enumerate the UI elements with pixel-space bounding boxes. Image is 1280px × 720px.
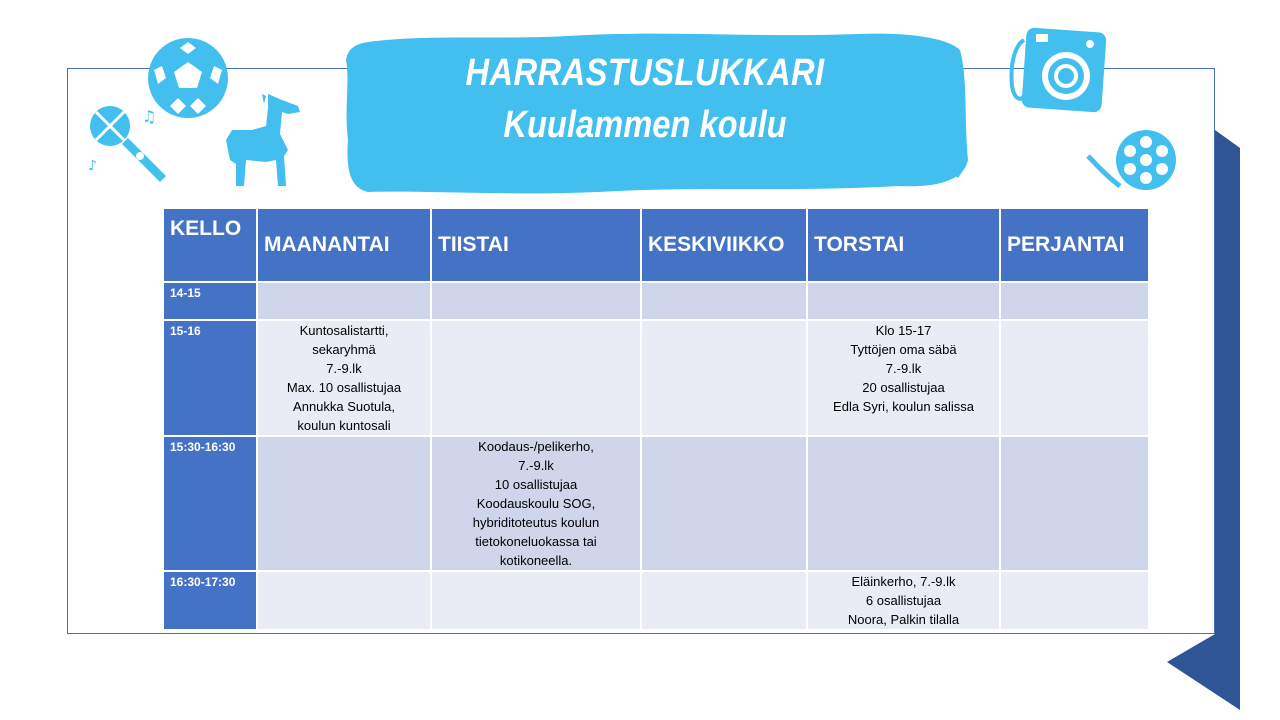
cell-line: Kuntosalistartti,: [299, 323, 389, 338]
table-cell: [257, 282, 431, 320]
table-cell: [431, 320, 641, 436]
header-maanantai: MAANANTAI: [257, 208, 431, 282]
header-torstai: TORSTAI: [807, 208, 1000, 282]
page-subtitle: Kuulammen koulu: [503, 104, 787, 146]
title-block: [345, 50, 945, 148]
table-cell: [257, 571, 431, 630]
activity-tyttojen-saba: [807, 320, 1000, 436]
cell-line: hybriditoteutus koulun: [472, 515, 600, 530]
cell-line: 20 osallistujaa: [862, 380, 945, 395]
table-cell: [641, 571, 807, 630]
film-reel-icon: [1086, 126, 1180, 198]
camera-icon: [1006, 26, 1106, 116]
time-cell: 15-16: [163, 320, 257, 436]
table-cell: [1000, 320, 1149, 436]
cell-line: 7.-9.lk: [326, 361, 362, 376]
activity-koodauskerho: [431, 436, 641, 571]
cell-line: kotikoneella.: [499, 553, 573, 568]
cell-line: 7.-9.lk: [885, 361, 922, 376]
header-perjantai: PERJANTAI: [1000, 208, 1149, 282]
cell-line: 10 osallistujaa: [494, 477, 578, 492]
activity-elainkerho: [807, 571, 1000, 630]
table-cell: [1000, 571, 1149, 630]
cell-line: Koodaus-/pelikerho,: [478, 439, 594, 454]
table-header-row: [163, 208, 1149, 282]
cell-line: Tyttöjen oma säbä: [850, 342, 957, 357]
table-cell: [257, 436, 431, 571]
time-cell: 16:30-17:30: [163, 571, 257, 630]
cell-line: Max. 10 osallistujaa: [286, 380, 402, 395]
table-cell: [807, 282, 1000, 320]
cell-line: Eläinkerho, 7.-9.lk: [851, 574, 956, 589]
table-cell: [641, 436, 807, 571]
svg-text:♫: ♫: [142, 107, 157, 126]
table-cell: [431, 282, 641, 320]
table-cell: [641, 282, 807, 320]
table-row: [163, 282, 1149, 320]
header-tiistai: TIISTAI: [431, 208, 641, 282]
schedule-table: [162, 207, 1150, 631]
table-cell: [1000, 436, 1149, 571]
time-cell: 14-15: [163, 282, 257, 320]
svg-text:♪: ♪: [88, 158, 97, 174]
time-cell: 15:30-16:30: [163, 436, 257, 571]
table-cell: [431, 571, 641, 630]
cell-line: Koodauskoulu SOG,: [476, 496, 596, 511]
table-row: [163, 571, 1149, 630]
table-row: [163, 320, 1149, 436]
table-row: [163, 436, 1149, 571]
cell-line: koulun kuntosali: [297, 418, 391, 433]
table-cell: [641, 320, 807, 436]
cell-line: 7.-9.lk: [518, 458, 554, 473]
cell-line: tietokoneluokassa tai: [475, 534, 597, 549]
cell-line: Klo 15-17: [875, 323, 932, 338]
microphone-icon: [84, 100, 174, 190]
header-kello: KELLO: [163, 208, 257, 282]
cell-line: 6 osallistujaa: [865, 593, 942, 608]
cell-line: Edla Syri, koulun salissa: [833, 399, 974, 414]
cell-line: sekaryhmä: [312, 342, 376, 357]
cell-line: Noora, Palkin tilalla: [847, 612, 960, 627]
table-cell: [807, 436, 1000, 571]
horse-icon: [222, 90, 304, 190]
page-title: HARRASTUSLUKKARI: [465, 52, 825, 94]
table-cell: [1000, 282, 1149, 320]
activity-kuntosalistartti: [257, 320, 431, 436]
header-keskiviikko: KESKIVIIKKO: [641, 208, 807, 282]
cell-line: Annukka Suotula,: [293, 399, 395, 414]
